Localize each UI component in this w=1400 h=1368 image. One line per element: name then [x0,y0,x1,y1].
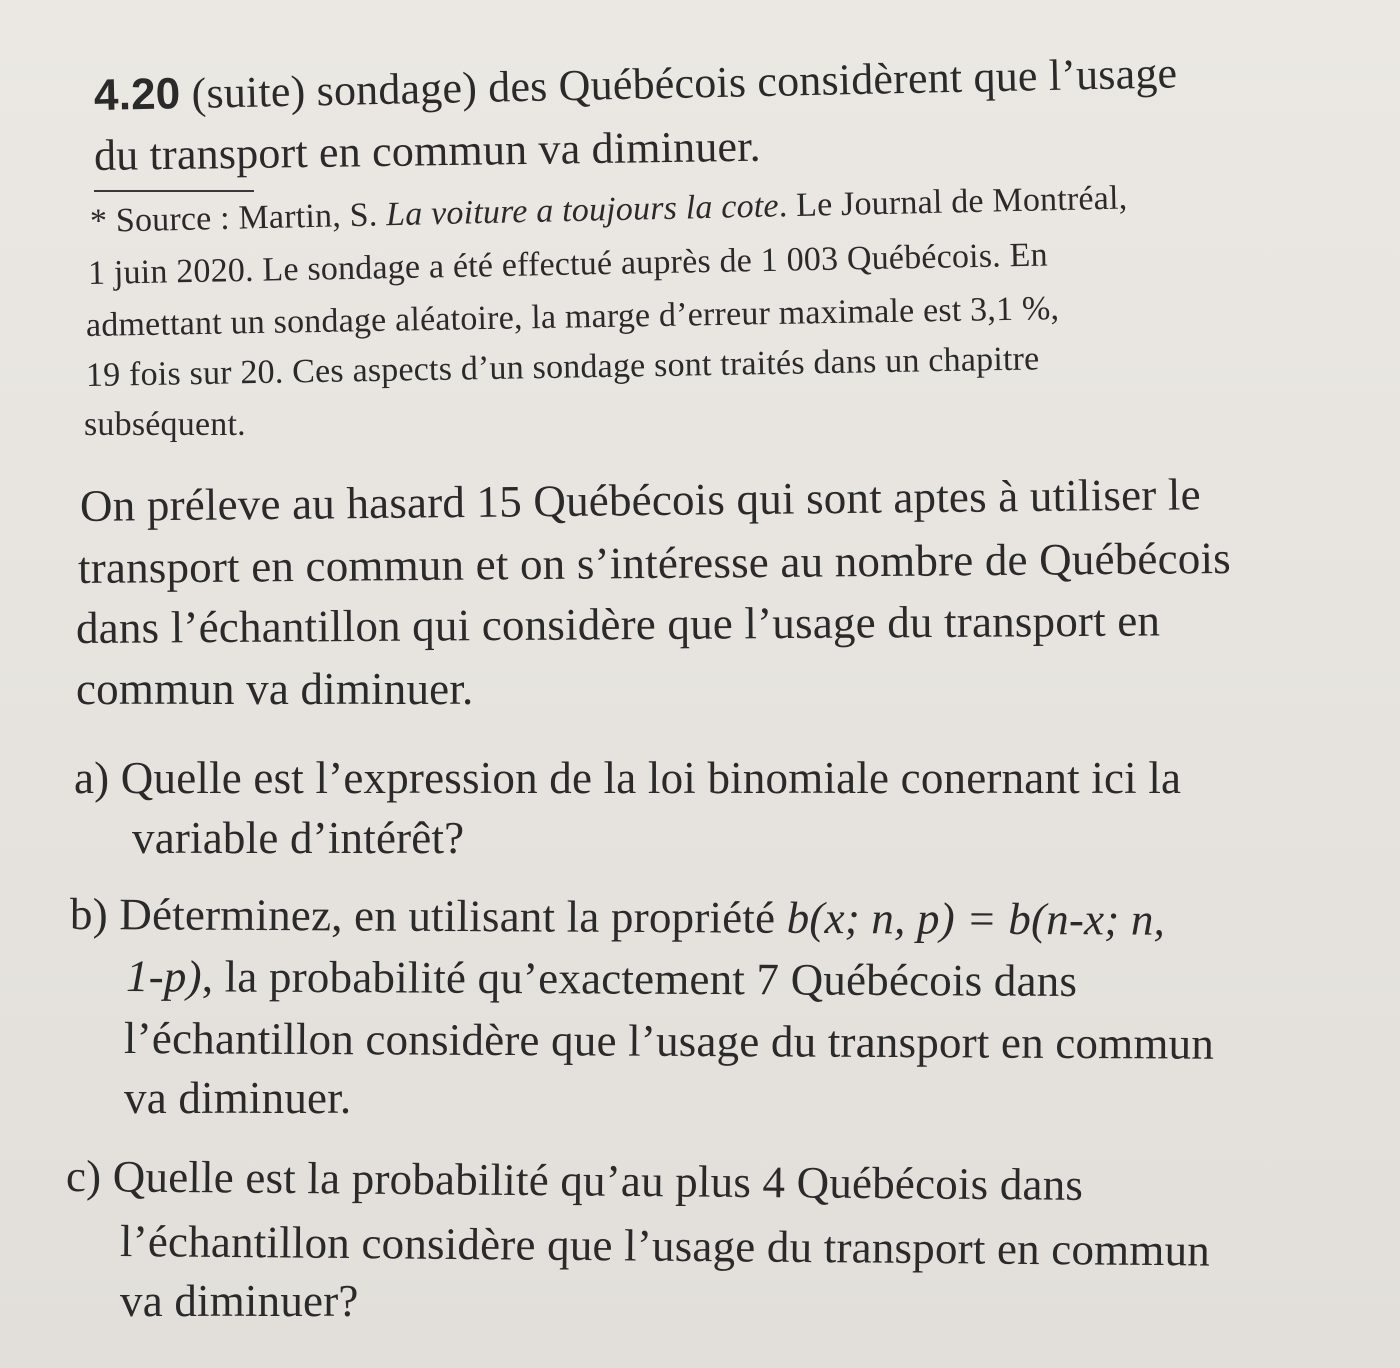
question-a-line-2: variable d’intérêt? [132,813,465,863]
question-b-text-1: b) Déterminez, en utilisant la propriété [69,889,787,943]
question-b-text-2: , la probabilité qu’exactement 7 Québécois dans [201,951,1078,1006]
exercise-text-1: (suite) sondage) des Québécois considèrent que l’usage [179,48,1178,119]
footnote-line-3: admettant un sondage aléatoire, la marge d’erreur maximale est 3,1 %, [85,290,1060,344]
question-c-line-1: c) Quelle est la probabilité qu’au plus 4 Québécois dans [65,1151,1084,1210]
footnote-line-5: subséquent. [84,406,246,443]
question-b-line-2 [126,950,1077,1007]
footnote-source-suffix: . Le Journal de Montréal, [778,179,1128,225]
exercise-line-1 [93,47,1177,121]
footnote-rule [94,190,254,192]
question-b-line-4: va diminuer. [124,1073,352,1123]
footnote-article-title: La voiture a toujours la cote [385,187,780,234]
footnote-line-2: 1 juin 2020. Le sondage a été effectué auprès de 1 003 Québécois. En [87,236,1049,292]
footnote-line-1 [90,179,1128,241]
question-c-line-3: va diminuer? [120,1276,359,1326]
exercise-number: 4.20 [93,69,181,120]
binomial-formula-continued: 1-p) [125,951,202,1002]
question-b-line-1 [70,888,1165,946]
exercise-line-2: du transport en commun va diminuer. [93,121,762,180]
question-a-line-1: a) Quelle est l’expression de la loi binomiale conernant ici la [74,753,1182,803]
footnote-source-prefix: * Source : Martin, S. [89,196,387,240]
intro-line-3: dans l’échantillon qui considère que l’usage du transport en [75,595,1161,653]
binomial-symmetry-formula: b(x; n, p) = b(n-x; n, [786,892,1166,945]
intro-line-1: On préleve au hasard 15 Québécois qui sont aptes à utiliser le [79,469,1202,531]
footnote-line-4: 19 fois sur 20. Ces aspects d’un sondage sont traités dans un chapitre [85,340,1040,394]
question-c-line-2: l’échantillon considère que l’usage du transport en commun [119,1216,1211,1276]
intro-line-2: transport en commun et on s’intéresse au nombre de Québécois [77,532,1232,593]
question-b-line-3: l’échantillon considère que l’usage du transport en commun [123,1013,1215,1069]
intro-line-4: commun va diminuer. [76,664,474,714]
